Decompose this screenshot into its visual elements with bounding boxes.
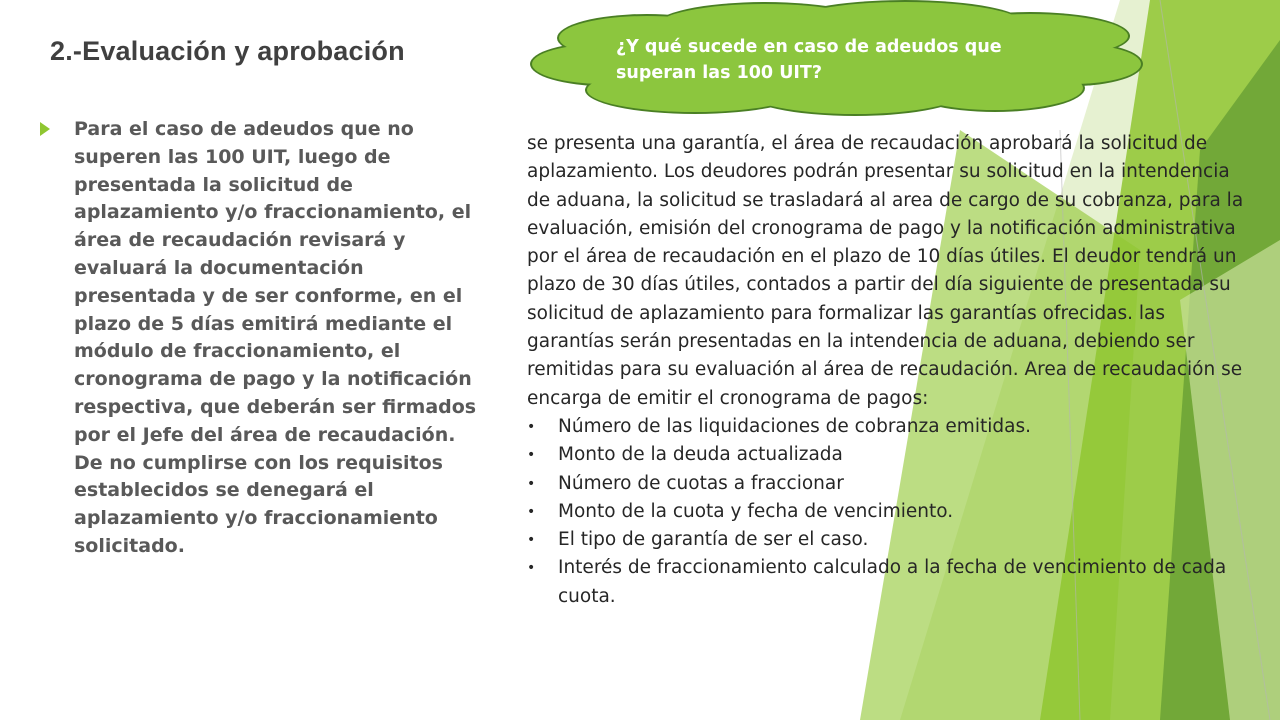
list-item: • Número de cuotas a fraccionar [527, 470, 1247, 498]
slide-title: 2.-Evaluación y aprobación [50, 36, 405, 66]
bullet-dot-icon: • [527, 532, 536, 549]
right-text-block [527, 130, 1247, 611]
bullet-dot-icon: • [527, 503, 536, 520]
bullet-list [527, 413, 1247, 611]
list-item: • El tipo de garantía de ser el caso. [527, 526, 1247, 554]
left-paragraph: Para el caso de adeudos que no superen las 100 UIT, luego de presentada la solicitud de aplazamiento y/o fraccionamiento, el área de recaudación revisará y evaluará la documentación presentada y de ser conforme, en el plazo de 5 días emitirá mediante el módulo de fraccionamiento, el cronograma de pago y la notificación respectiva, que deberán ser firmados por el Jefe del área de recaudación. De no cumplirse con los requisitos establecidos se denegará el aplazamiento y/o fraccionamiento solicitado. [74, 118, 477, 557]
bullet-dot-icon: • [527, 418, 536, 435]
callout-question: ¿Y qué sucede en caso de adeudos que superan las 100 UIT? [616, 37, 1002, 83]
bullet-dot-icon: • [527, 560, 536, 577]
left-text-block [40, 116, 480, 561]
callout-bubble [525, 0, 1145, 118]
list-item: • Interés de fraccionamiento calculado a la fecha de vencimiento de cada cuota. [527, 554, 1247, 611]
list-item: • Monto de la deuda actualizada [527, 441, 1247, 469]
list-item: • Número de las liquidaciones de cobranza emitidas. [527, 413, 1247, 441]
list-item: • Monto de la cuota y fecha de vencimiento. [527, 498, 1247, 526]
triangle-bullet-icon [40, 122, 50, 136]
bullet-dot-icon: • [527, 475, 536, 492]
right-paragraph: se presenta una garantía, el área de recaudación aprobará la solicitud de aplazamiento. Los deudores podrán presentar su solicitud en la intendencia de aduana, la solicitud se trasladará al area de cargo de su cobranza, para la evaluación, emisión del cronograma de pago y la notificación administrativa por el área de recaudación en el plazo de 10 días útiles. El deudor tendrá un plazo de 30 días útiles, contados a partir del día siguiente de presentada su solicitud de aplazamiento para formalizar las garantías ofrecidas. las garantías serán presentadas en la intendencia de aduana, debiendo ser remitidas para su evaluación al área de recaudación. Area de recaudación se encarga de emitir el cronograma de pagos: [527, 133, 1244, 409]
bullet-dot-icon: • [527, 447, 536, 464]
